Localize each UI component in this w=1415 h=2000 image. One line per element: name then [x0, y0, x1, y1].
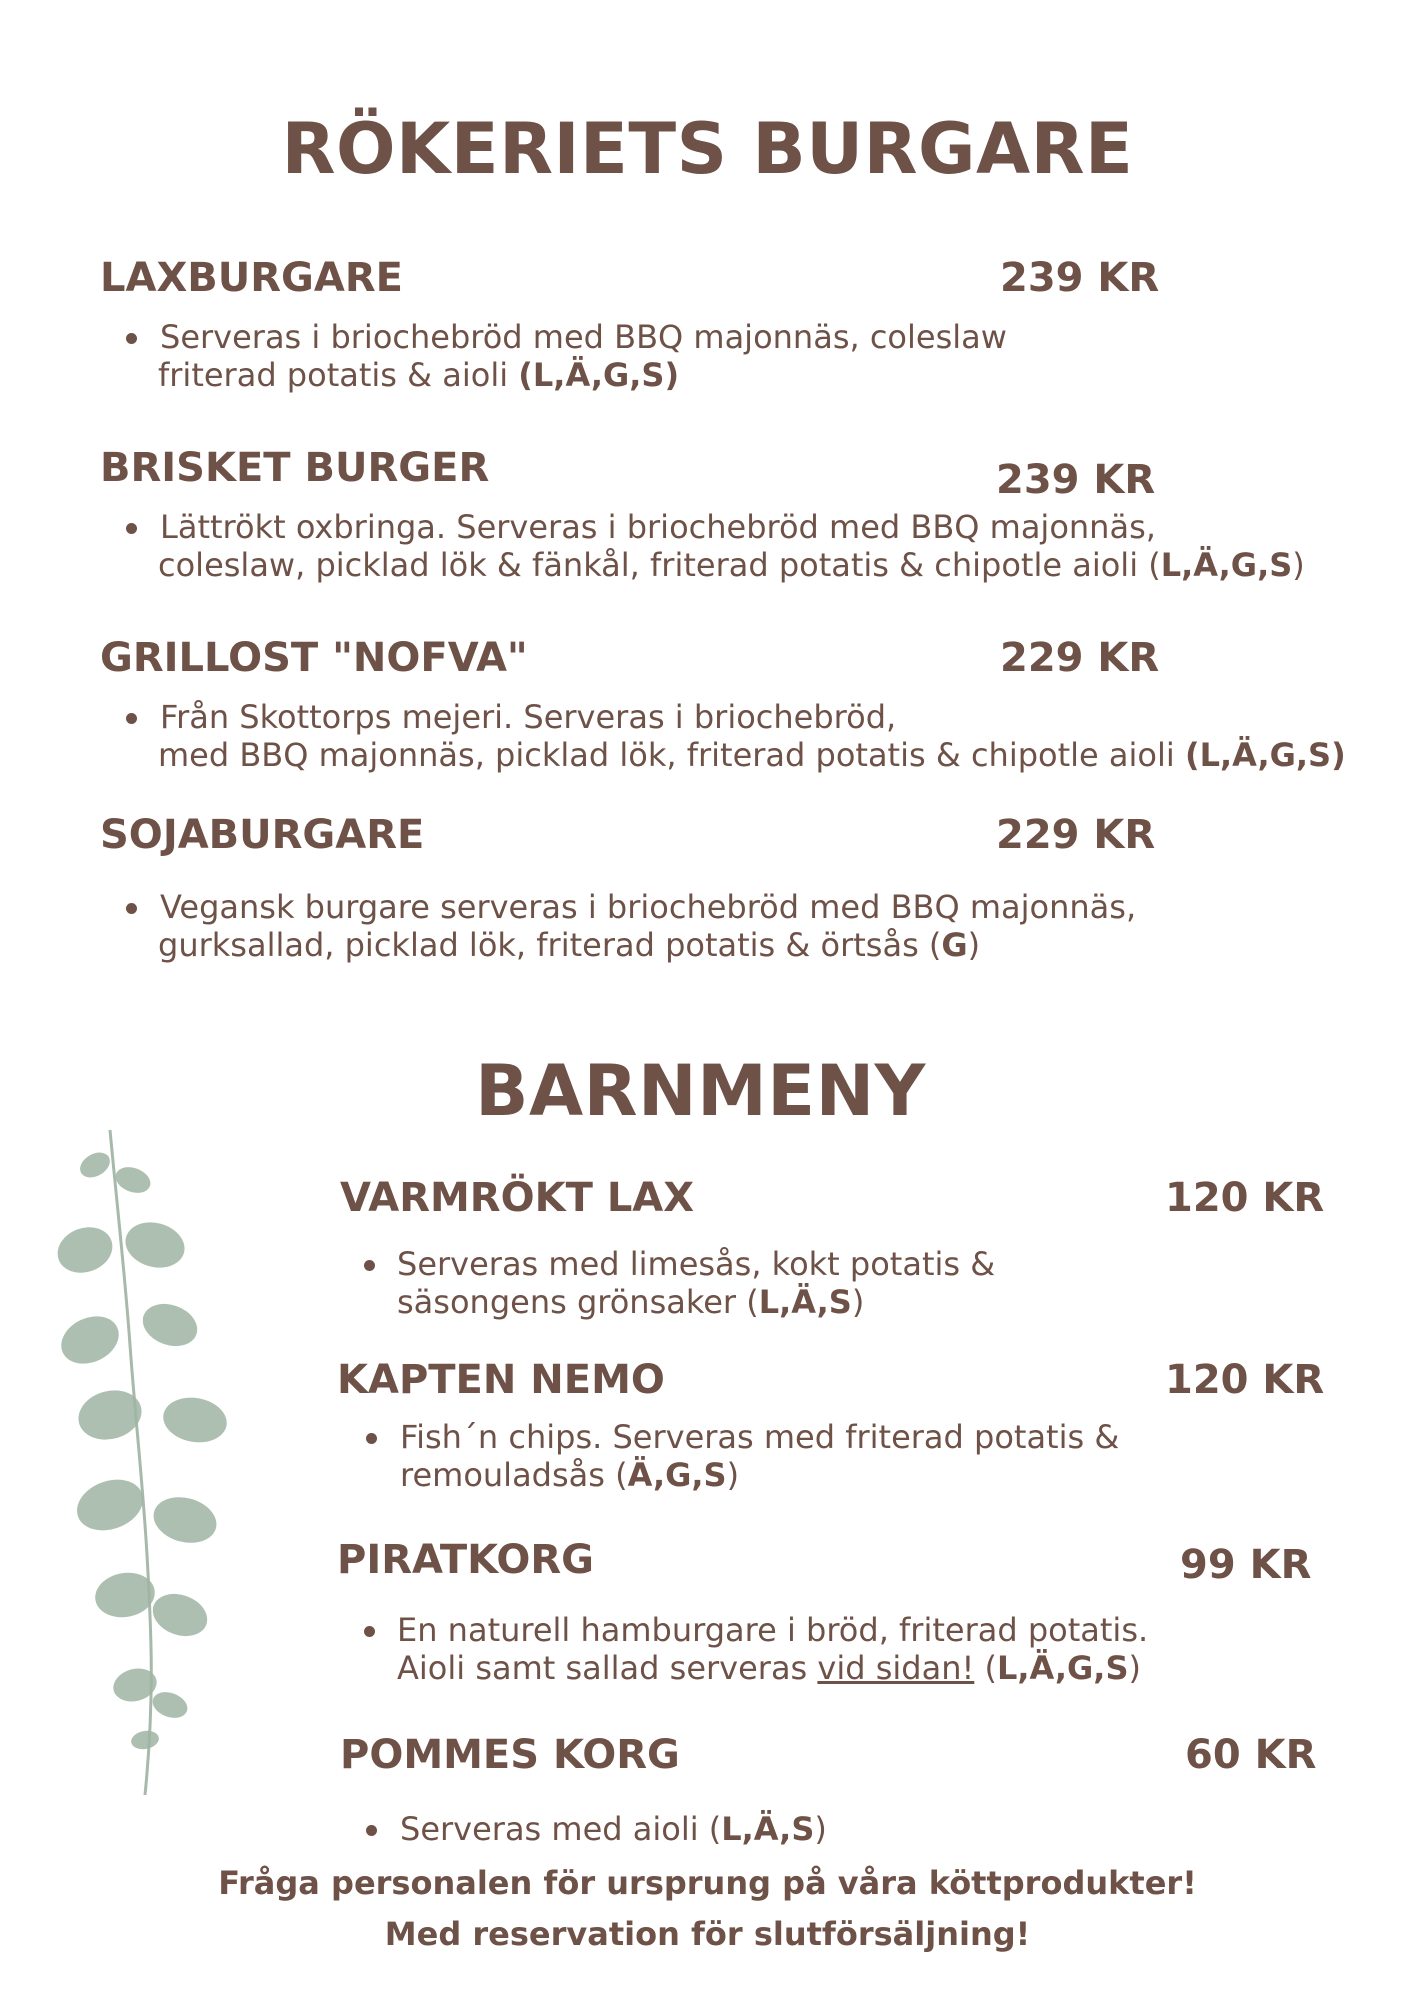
item-price: 120 KR [1165, 1357, 1325, 1403]
item-description-line: coleslaw, picklad lök & fänkål, friterad potatis & chipotle aioli (L,Ä,G,S) [158, 546, 1305, 584]
allergen-codes: L,Ä,S [721, 1810, 815, 1848]
bullet-icon [126, 903, 137, 914]
bullet-icon [126, 333, 137, 344]
bullet-icon [126, 523, 137, 534]
bullet-icon [126, 713, 137, 724]
item-price: 229 KR [996, 812, 1156, 858]
item-name: SOJABURGARE [100, 812, 425, 858]
item-description-line: friterad potatis & aioli (L,Ä,G,S) [158, 356, 680, 394]
item-description-line: gurksallad, picklad lök, friterad potatis & örtsås (G) [158, 926, 981, 964]
item-description-line: med BBQ majonnäs, picklad lök, friterad potatis & chipotle aioli (L,Ä,G,S) [158, 736, 1346, 774]
item-price: 120 KR [1165, 1175, 1325, 1221]
item-description-line: Serveras med limesås, kokt potatis & [397, 1245, 996, 1283]
item-description-line: Vegansk burgare serveras i briochebröd med BBQ majonnäs, [160, 888, 1137, 926]
item-description-line: Aioli samt sallad serveras vid sidan! (L,Ä,G,S) [397, 1649, 1141, 1687]
item-description-line: Serveras med aioli (L,Ä,S) [400, 1810, 827, 1848]
item-price: 99 KR [1180, 1542, 1312, 1588]
item-price: 239 KR [1000, 255, 1160, 301]
item-name: PIRATKORG [337, 1537, 594, 1583]
item-name: KAPTEN NEMO [337, 1357, 665, 1403]
allergen-codes: G [941, 926, 968, 964]
item-name: GRILLOST "NOFVA" [100, 635, 528, 681]
allergen-codes: Ä,G,S [627, 1456, 727, 1494]
item-description-line: Lättrökt oxbringa. Serveras i briochebröd med BBQ majonnäs, [160, 508, 1156, 546]
item-name: VARMRÖKT LAX [340, 1175, 695, 1221]
item-name: LAXBURGARE [100, 255, 403, 301]
eucalyptus-branch-illustration [55, 1125, 255, 1805]
item-description-line: remouladsås (Ä,G,S) [400, 1456, 740, 1494]
item-price: 239 KR [996, 457, 1156, 503]
footer-note-origin: Fråga personalen för ursprung på våra köttprodukter! [218, 1864, 1197, 1902]
item-description-line: En naturell hamburgare i bröd, friterad potatis. [397, 1611, 1149, 1649]
footer-note-reservation: Med reservation för slutförsäljning! [384, 1915, 1031, 1953]
item-description-line: Fish´n chips. Serveras med friterad potatis & [400, 1418, 1120, 1456]
burgers-section-title: RÖKERIETS BURGARE [281, 108, 1134, 190]
item-name: POMMES KORG [340, 1732, 680, 1778]
item-description-line: Från Skottorps mejeri. Serveras i briochebröd, [160, 698, 897, 736]
item-description-line: Serveras i briochebröd med BBQ majonnäs, coleslaw [160, 318, 1007, 356]
leaf-icon [55, 1125, 255, 1805]
bullet-icon [364, 1626, 375, 1637]
allergen-codes: (L,Ä,G,S) [1184, 736, 1346, 774]
allergen-codes: L,Ä,S [758, 1283, 852, 1321]
item-price: 229 KR [1000, 635, 1160, 681]
allergen-codes: L,Ä,G,S [996, 1649, 1129, 1687]
bullet-icon [366, 1825, 377, 1836]
item-description-line: säsongens grönsaker (L,Ä,S) [397, 1283, 865, 1321]
bullet-icon [364, 1260, 375, 1271]
item-name: BRISKET BURGER [100, 445, 490, 491]
kids-section-title: BARNMENY [475, 1050, 926, 1132]
allergen-codes: L,Ä,G,S [1160, 546, 1293, 584]
allergen-codes: (L,Ä,G,S) [518, 356, 680, 394]
bullet-icon [366, 1433, 377, 1444]
item-price: 60 KR [1185, 1732, 1317, 1778]
